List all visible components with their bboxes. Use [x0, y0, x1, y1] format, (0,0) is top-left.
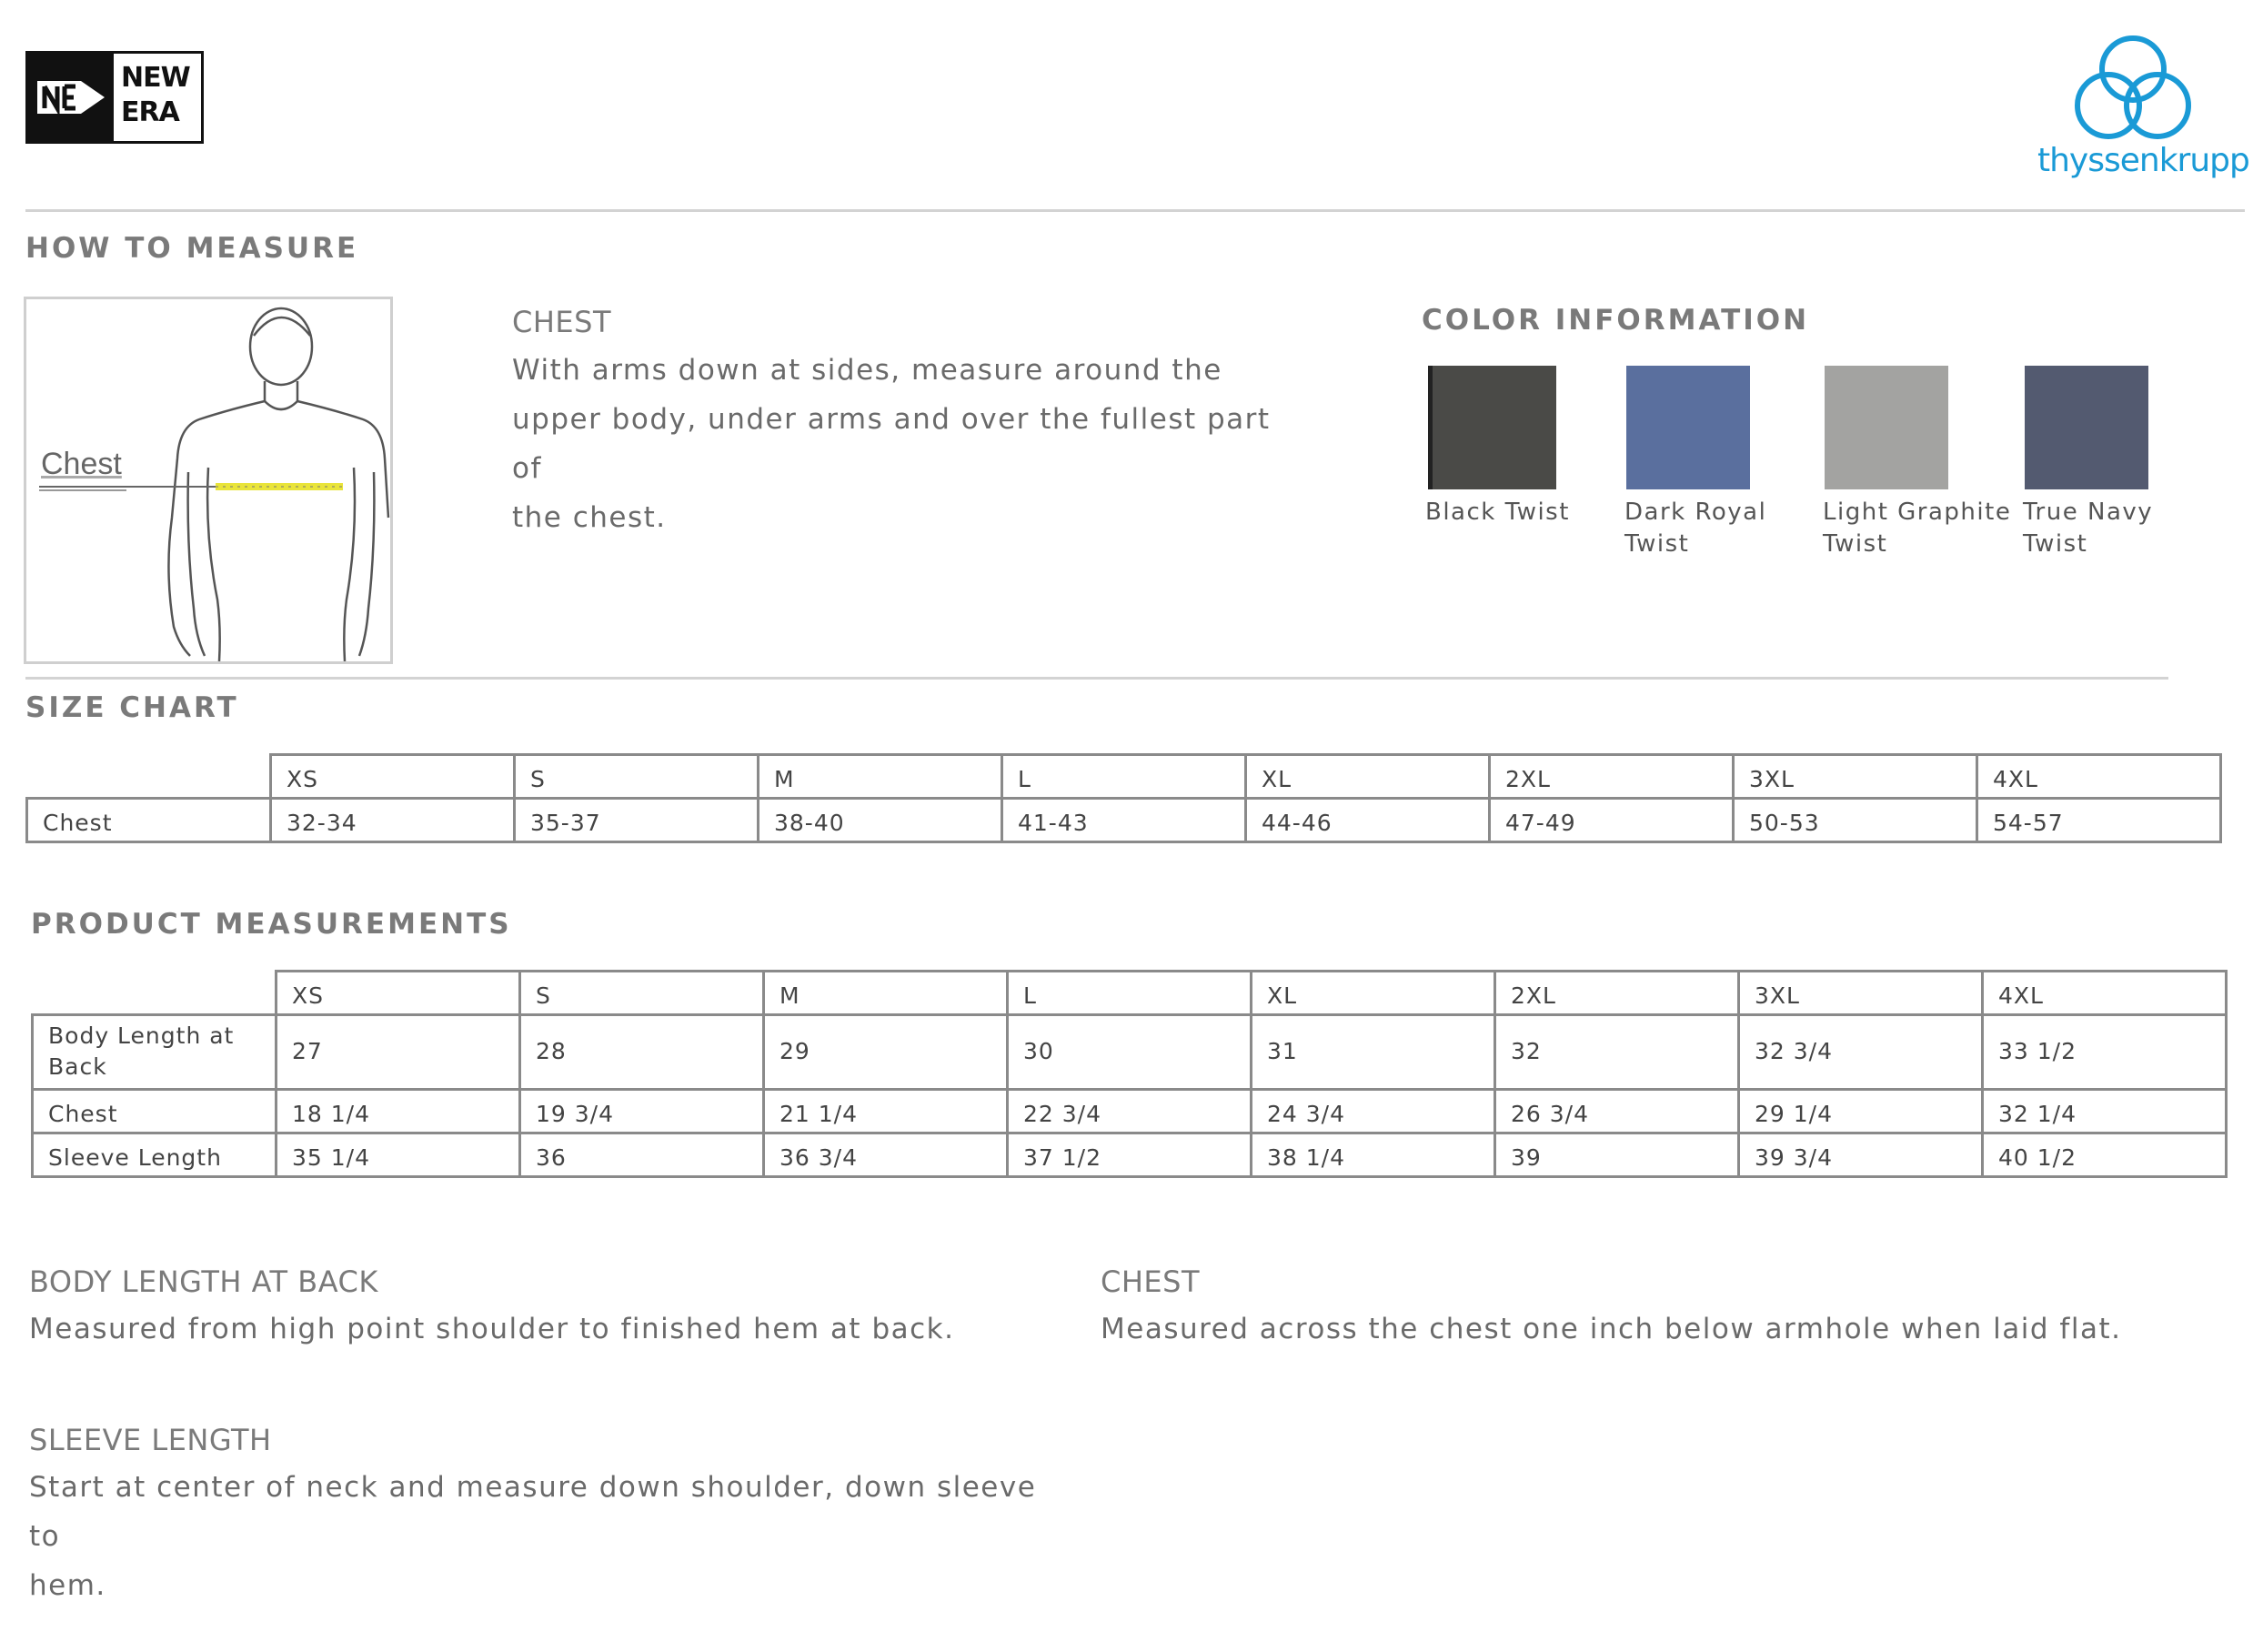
measurements-row-label: Sleeve Length: [33, 1133, 277, 1177]
measurements-header-cell: L: [1008, 972, 1252, 1015]
measurements-cell: 38 1/4: [1252, 1133, 1495, 1177]
measurements-cell: 31: [1252, 1015, 1495, 1090]
measurements-cell: 21 1/4: [764, 1090, 1008, 1133]
swatch-black-twist: [1428, 366, 1556, 489]
thyssenkrupp-logo: [2037, 35, 2249, 189]
measurements-header-cell: XS: [277, 972, 520, 1015]
size-chart-cell: 41-43: [1002, 799, 1246, 842]
measurements-cell: 36: [520, 1133, 764, 1177]
measurements-cell: 40 1/2: [1983, 1133, 2227, 1177]
size-chart-cell: 35-37: [515, 799, 759, 842]
size-chart-header-cell: XS: [271, 755, 515, 799]
measurements-cell: 39: [1495, 1133, 1739, 1177]
measurements-row-body-length: [33, 1015, 2227, 1090]
size-chart-header-cell: L: [1002, 755, 1246, 799]
size-chart-header-cell: XL: [1246, 755, 1490, 799]
measurements-cell: 28: [520, 1015, 764, 1090]
thyssenkrupp-rings-icon: [2072, 35, 2194, 142]
swatch-dark-royal-twist: [1626, 366, 1750, 489]
size-chart-row-label: Chest: [27, 799, 271, 842]
figure-chest-label: Chest: [41, 447, 122, 481]
measurements-row-label: Chest: [33, 1090, 277, 1133]
measurements-cell: 29 1/4: [1739, 1090, 1983, 1133]
measurements-cell: 18 1/4: [277, 1090, 520, 1133]
color-label-light-graphite-twist: Light Graphite Twist: [1823, 499, 2012, 558]
section-divider: [25, 677, 2168, 680]
size-chart-cell: 38-40: [759, 799, 1002, 842]
chest-definition-description: Measured across the chest one inch below armhole when laid flat.: [1101, 1313, 2122, 1345]
measurements-row-label: Body Length at Back: [33, 1015, 277, 1090]
size-chart-title: SIZE CHART: [25, 691, 239, 724]
sleeve-length-heading: SLEEVE LENGTH: [29, 1423, 272, 1457]
swatch-light-graphite-twist: [1825, 366, 1948, 489]
measurements-cell: 37 1/2: [1008, 1133, 1252, 1177]
new-era-logo: [25, 51, 204, 144]
size-chart-cell: 32-34: [271, 799, 515, 842]
swatch-true-navy-twist: [2025, 366, 2148, 489]
measurements-cell: 32 1/4: [1983, 1090, 2227, 1133]
measurements-cell: 30: [1008, 1015, 1252, 1090]
thyssenkrupp-wordmark: thyssenkrupp: [2037, 142, 2249, 179]
size-chart-corner: [27, 755, 271, 799]
size-chart-cell: 50-53: [1734, 799, 1977, 842]
new-era-flag-icon: [28, 54, 114, 141]
measurements-row-sleeve-length: [33, 1133, 2227, 1177]
measurements-cell: 24 3/4: [1252, 1090, 1495, 1133]
product-measurements-table: [31, 970, 2228, 1178]
measurements-header-cell: S: [520, 972, 764, 1015]
measurements-cell: 22 3/4: [1008, 1090, 1252, 1133]
measurements-cell: 33 1/2: [1983, 1015, 2227, 1090]
measurements-cell: 32 3/4: [1739, 1015, 1983, 1090]
measurements-row-chest: [33, 1090, 2227, 1133]
product-measurements-title: PRODUCT MEASUREMENTS: [31, 908, 512, 941]
color-label-dark-royal-twist: Dark Royal Twist: [1624, 499, 1767, 558]
size-chart-cell: 54-57: [1977, 799, 2221, 842]
size-chart-header-cell: 2XL: [1490, 755, 1734, 799]
chest-definition-heading: CHEST: [1101, 1264, 1200, 1299]
size-chart-cell: 44-46: [1246, 799, 1490, 842]
chest-heading: CHEST: [512, 305, 611, 339]
measurements-cell: 27: [277, 1015, 520, 1090]
measurements-cell: 35 1/4: [277, 1133, 520, 1177]
measurements-cell: 29: [764, 1015, 1008, 1090]
measurements-header-cell: 2XL: [1495, 972, 1739, 1015]
color-label-true-navy-twist: True Navy Twist: [2023, 499, 2154, 558]
header-divider: [25, 209, 2245, 212]
measurements-header-cell: 4XL: [1983, 972, 2227, 1015]
size-chart-cell: 47-49: [1490, 799, 1734, 842]
size-chart-header-cell: S: [515, 755, 759, 799]
color-label-black-twist: Black Twist: [1425, 499, 1570, 526]
size-chart-header-cell: M: [759, 755, 1002, 799]
measurements-cell: 26 3/4: [1495, 1090, 1739, 1133]
size-chart-table: [25, 753, 2222, 843]
size-chart-row-chest: [27, 799, 2221, 842]
new-era-wordmark: NEW ERA: [121, 62, 190, 128]
body-length-description: Measured from high point shoulder to finished hem at back.: [29, 1313, 955, 1345]
size-chart-header-row: [27, 755, 2221, 799]
color-information-title: COLOR INFORMATION: [1422, 304, 1810, 337]
chest-measure-figure: [24, 297, 393, 664]
measurements-header-cell: 3XL: [1739, 972, 1983, 1015]
how-to-measure-title: HOW TO MEASURE: [25, 232, 359, 265]
measurements-cell: 19 3/4: [520, 1090, 764, 1133]
measurements-header-row: [33, 972, 2227, 1015]
measurements-cell: 36 3/4: [764, 1133, 1008, 1177]
size-chart-header-cell: 4XL: [1977, 755, 2221, 799]
measurements-cell: 32: [1495, 1015, 1739, 1090]
measurements-header-cell: M: [764, 972, 1008, 1015]
measurements-header-cell: XL: [1252, 972, 1495, 1015]
measurements-cell: 39 3/4: [1739, 1133, 1983, 1177]
chest-instructions: With arms down at sides, measure around the upper body, under arms and over the fullest part of the chest.: [512, 354, 1271, 534]
body-length-heading: BODY LENGTH AT BACK: [29, 1264, 378, 1299]
sleeve-length-description: Start at center of neck and measure down shoulder, down sleeve to hem.: [29, 1471, 1037, 1602]
measurements-corner: [33, 972, 277, 1015]
size-chart-header-cell: 3XL: [1734, 755, 1977, 799]
